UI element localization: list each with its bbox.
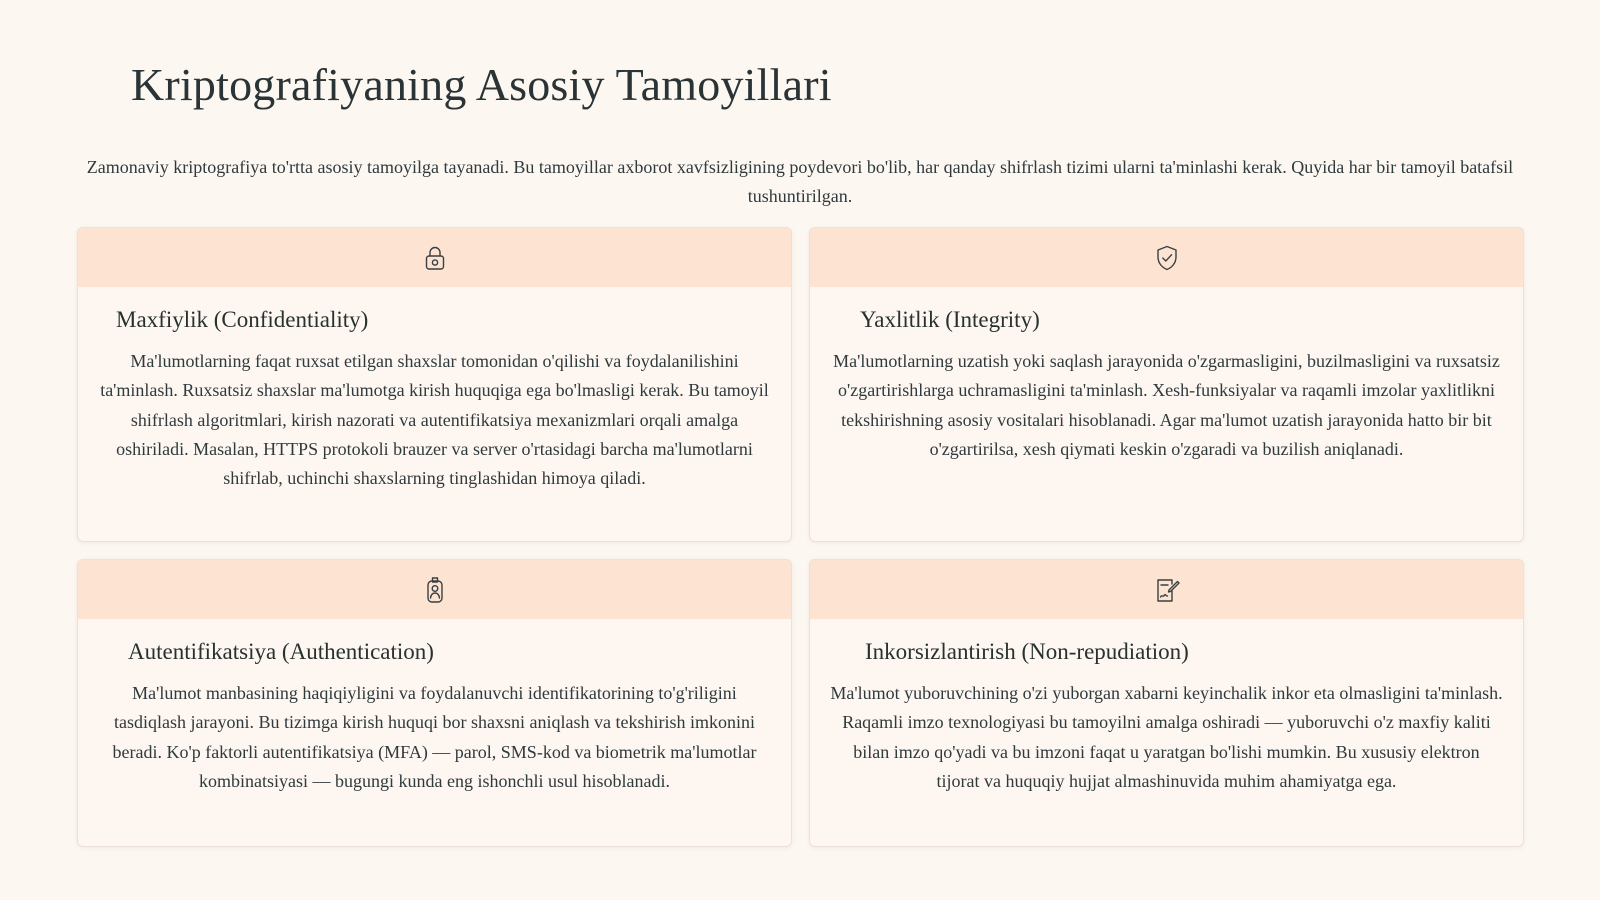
principle-card-confidentiality	[77, 227, 792, 542]
card-header	[810, 560, 1523, 619]
principle-card-authentication	[77, 559, 792, 847]
id-badge-icon	[420, 575, 450, 605]
card-header	[78, 560, 791, 619]
card-title: Inkorsizlantirish (Non-repudiation)	[865, 639, 1189, 664]
card-header	[810, 228, 1523, 287]
card-title: Yaxlitlik (Integrity)	[860, 307, 1040, 332]
card-description: Ma'lumot yuboruvchining o'zi yuborgan xabarni keyinchalik inkor eta olmasligini ta'minlash. Raqamli imzo texnologiyasi bu tamoyilni amalga oshiradi — yuboruvchi o'z maxfiy kaliti bilan imzo qo'yadi va bu imzoni faqat u yaratgan bo'lishi mumkin. Bu xususiy elektron tijorat va huquqiy hujjat almashinuvida muhim ahamiyatga ega.	[830, 683, 1503, 791]
lock-icon	[420, 243, 450, 273]
intro-paragraph: Zamonaviy kriptografiya to'rtta asosiy tamoyilga tayanadi. Bu tamoyillar axborot xavfsizligining poydevori bo'lib, har qanday shifrlash tizimi ularni ta'minlashi kerak. Quyida har bir tamoyil batafsil tushuntirilgan.	[86, 157, 1514, 206]
card-description: Ma'lumotlarning faqat ruxsat etilgan shaxslar tomonidan o'qilishi va foydalanilishini ta'minlash. Ruxsatsiz shaxslar ma'lumotga kirish huquqiga ega bo'lmasligi kerak. Bu tamoyil shifrlash algoritmlari, kirish nazorati va autentifikatsiya mexanizmlari orqali amalga oshiriladi. Masalan, HTTPS protokoli brauzer va server o'rtasidagi barcha ma'lumotlarni shifrlab, uchinchi shaxslarning tinglashidan himoya qiladi.	[100, 351, 769, 489]
page-title: Kriptografiyaning Asosiy Tamoyillari	[131, 59, 832, 110]
signed-document-icon	[1152, 575, 1182, 605]
card-description: Ma'lumot manbasining haqiqiyligini va foydalanuvchi identifikatorining to'g'riligini tasdiqlash jarayoni. Bu tizimga kirish huquqi bor shaxsni aniqlash va tekshirish imkonini beradi. Ko'p faktorli autentifikatsiya (MFA) — parol, SMS-kod va biometrik ma'lumotlar kombinatsiyasi — bugungi kunda eng ishonchli usul hisoblanadi.	[112, 683, 757, 791]
card-description: Ma'lumotlarning uzatish yoki saqlash jarayonida o'zgarmasligini, buzilmasligini va ruxsatsiz o'zgartirishlarga uchramasligini ta'minlash. Xesh-funksiyalar va raqamli imzolar yaxlitlikni tekshirishning asosiy vositalari hisoblanadi. Agar ma'lumot uzatish jarayonida hatto bir bit o'zgartirilsa, xesh qiymati keskin o'zgaradi va buzilish aniqlanadi.	[833, 351, 1500, 459]
principle-card-non-repudiation	[809, 559, 1524, 847]
card-title: Autentifikatsiya (Authentication)	[128, 639, 434, 664]
card-title: Maxfiylik (Confidentiality)	[116, 307, 369, 332]
card-header	[78, 228, 791, 287]
principle-card-integrity	[809, 227, 1524, 542]
shield-check-icon	[1152, 243, 1182, 273]
